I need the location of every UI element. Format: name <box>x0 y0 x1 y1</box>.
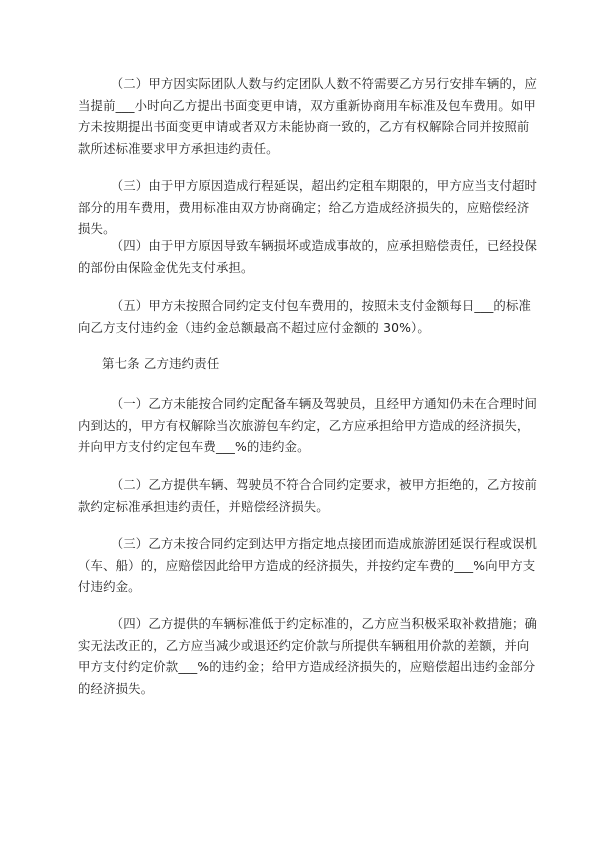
clause-6-3-paragraph: （三）由于甲方原因造成行程延误，超出约定租车期限的，甲方应当支付超时部分的用车费用，费用标准由双方协商确定；给乙方造成经济损失的，应赔偿经济损失。 <box>78 178 538 236</box>
clause-7-4-paragraph: （四）乙方提供的车辆标准低于约定标准的，乙方应当积极采取补救措施；确实无法改正的，乙方应当减少或退还约定价款与所提供车辆租用价款的差额，并向甲方支付约定价款___%的违约金；给甲方造成经济损失的，应赔偿超出违约金部分的经济损失。 <box>78 616 538 696</box>
clause-7-1-paragraph: （一）乙方未能按合同约定配备车辆及驾驶员，且经甲方通知仍未在合理时间内到达的，甲方有权解除当次旅游包车约定，乙方应承担给甲方造成的经济损失，并向甲方支付约定包车费___%的违约金。 <box>78 396 538 454</box>
clause-6-2-paragraph: （二）甲方因实际团队人数与约定团队人数不符需要乙方另行安排车辆的，应当提前___小时向乙方提出书面变更申请，双方重新协商用车标准及包车费用。如甲方未按期提出书面变更申请或者双方未能协商一致的，乙方有权解除合同并按照前款所述标准要求甲方承担违约责任。 <box>78 76 538 156</box>
clause-7-2-paragraph: （二）乙方提供车辆、驾驶员不符合合同约定要求，被甲方拒绝的，乙方按前款约定标准承担违约责任，并赔偿经济损失。 <box>78 477 538 514</box>
clause-6-4-paragraph: （四）由于甲方原因导致车辆损坏或造成事故的，应承担赔偿责任，已经投保的部份由保险金优先支付承担。 <box>78 238 538 275</box>
clause-6-5-paragraph: （五）甲方未按照合同约定支付包车费用的，按照未支付金额每日___的标准向乙方支付违约金（违约金总额最高不超过应付金额的 30%）。 <box>78 298 532 335</box>
clause-7-3-paragraph: （三）乙方未按合同约定到达甲方指定地点接团而造成旅游团延误行程或误机（车、船）的，应赔偿因此给甲方造成的经济损失，并按约定车费的___%向甲方支付违约金。 <box>78 536 538 594</box>
section-heading-article-7: 第七条 乙方违约责任 <box>102 356 220 371</box>
